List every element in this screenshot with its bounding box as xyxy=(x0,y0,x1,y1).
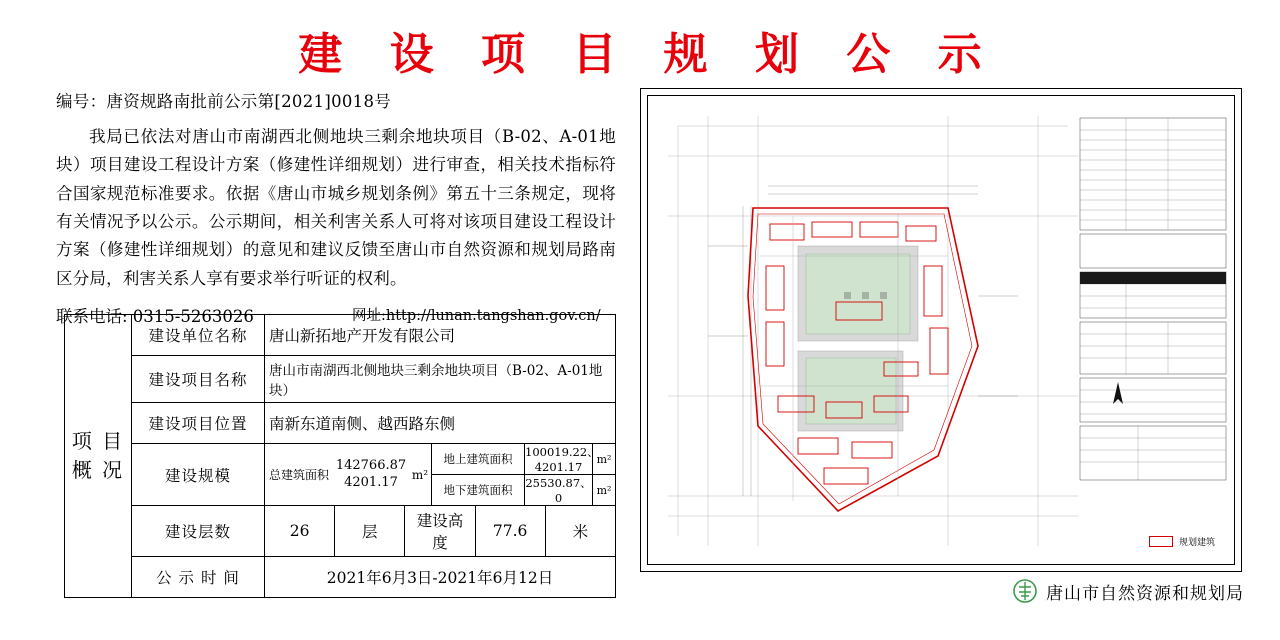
value-underground-area: 25530.87、0 xyxy=(525,476,592,505)
value-above-ground-area: 100019.22、4201.17 xyxy=(525,445,599,474)
label-total-floor-area: 总建筑面积 xyxy=(268,468,329,482)
footer-organization xyxy=(1012,578,1244,604)
label-underground-area: 地下建筑面积 xyxy=(432,475,525,506)
value-total-floor-area xyxy=(333,444,409,505)
value-publicity-period: 2021年6月3日-2021年6月12日 xyxy=(265,557,616,598)
label-project-location: 建设项目位置 xyxy=(132,403,265,444)
contact-website[interactable]: 网址:http://lunan.tangshan.gov.cn/ xyxy=(352,308,601,324)
label-build-scale: 建设规模 xyxy=(132,444,265,506)
notice-text-column xyxy=(56,90,616,327)
value-build-height: 77.6 xyxy=(475,506,545,557)
legend-label: 规划建筑 xyxy=(1178,538,1215,548)
site-plan-svg xyxy=(648,96,1234,564)
site-plan-drawing xyxy=(640,88,1242,572)
value-total-floor-area-1: 142766.87 xyxy=(335,458,407,474)
document-number: 编号：唐资规路南批前公示第[2021]0018号 xyxy=(56,92,392,111)
table-row xyxy=(65,403,616,444)
unit-floor-count: 层 xyxy=(335,506,405,557)
table-row xyxy=(65,557,616,598)
value-project-location: 南新东道南侧、越西路东侧 xyxy=(265,403,616,444)
value-project-name: 唐山市南湖西北侧地块三剩余地块项目（B-02、A-01地块） xyxy=(265,356,616,403)
project-overview-table xyxy=(64,314,616,598)
notice-body: 我局已依法对唐山市南湖西北侧地块三剩余地块项目（B-02、A-01地块）项目建设工程设计方案（修建性详细规划）进行审查，相关技术指标符合国家规范标准要求。依据《唐山市城乡规划条例》第五十三条规定，现将有关情况予以公示。公示期间，相关利害关系人可将对该项目建设工程设计方案（修建性详细规划）的意见和建议反馈至唐山市自然资源和规划局路南区分局，利害关系人享有要求举行听证的权利。 xyxy=(56,126,616,288)
table-row xyxy=(65,315,616,356)
contact-phone: 联系电话: 0315-5263026 xyxy=(56,307,254,326)
value-build-unit: 唐山新拓地产开发有限公司 xyxy=(265,315,616,356)
bureau-logo-icon xyxy=(1012,578,1038,604)
table-category-label: 项 目 概 况 xyxy=(65,315,132,598)
drawing-legend xyxy=(1147,534,1217,549)
unit-underground-area: m² xyxy=(596,483,612,497)
label-project-name: 建设项目名称 xyxy=(132,356,265,403)
value-build-scale xyxy=(265,444,616,506)
label-build-unit: 建设单位名称 xyxy=(132,315,265,356)
drawing-frame xyxy=(647,95,1235,565)
label-publicity-period: 公 示 时 间 xyxy=(132,557,265,598)
footer-organization-label: 唐山市自然资源和规划局 xyxy=(1046,583,1244,604)
label-floor-count: 建设层数 xyxy=(132,506,265,557)
table-row xyxy=(65,356,616,403)
table-row xyxy=(65,506,616,557)
legend-swatch-icon xyxy=(1149,536,1173,547)
label-above-ground-area: 地上建筑面积 xyxy=(432,444,525,475)
page-title: 建 设 项 目 规 划 公 示 xyxy=(298,29,998,80)
value-floor-count: 26 xyxy=(265,506,335,557)
unit-build-height: 米 xyxy=(545,506,615,557)
value-total-floor-area-2: 4201.17 xyxy=(344,474,398,490)
unit-above-ground-area: m² xyxy=(593,444,616,475)
label-build-height: 建设高度 xyxy=(405,506,475,557)
unit-total-floor-area: m² xyxy=(411,467,429,482)
table-row xyxy=(65,444,616,506)
